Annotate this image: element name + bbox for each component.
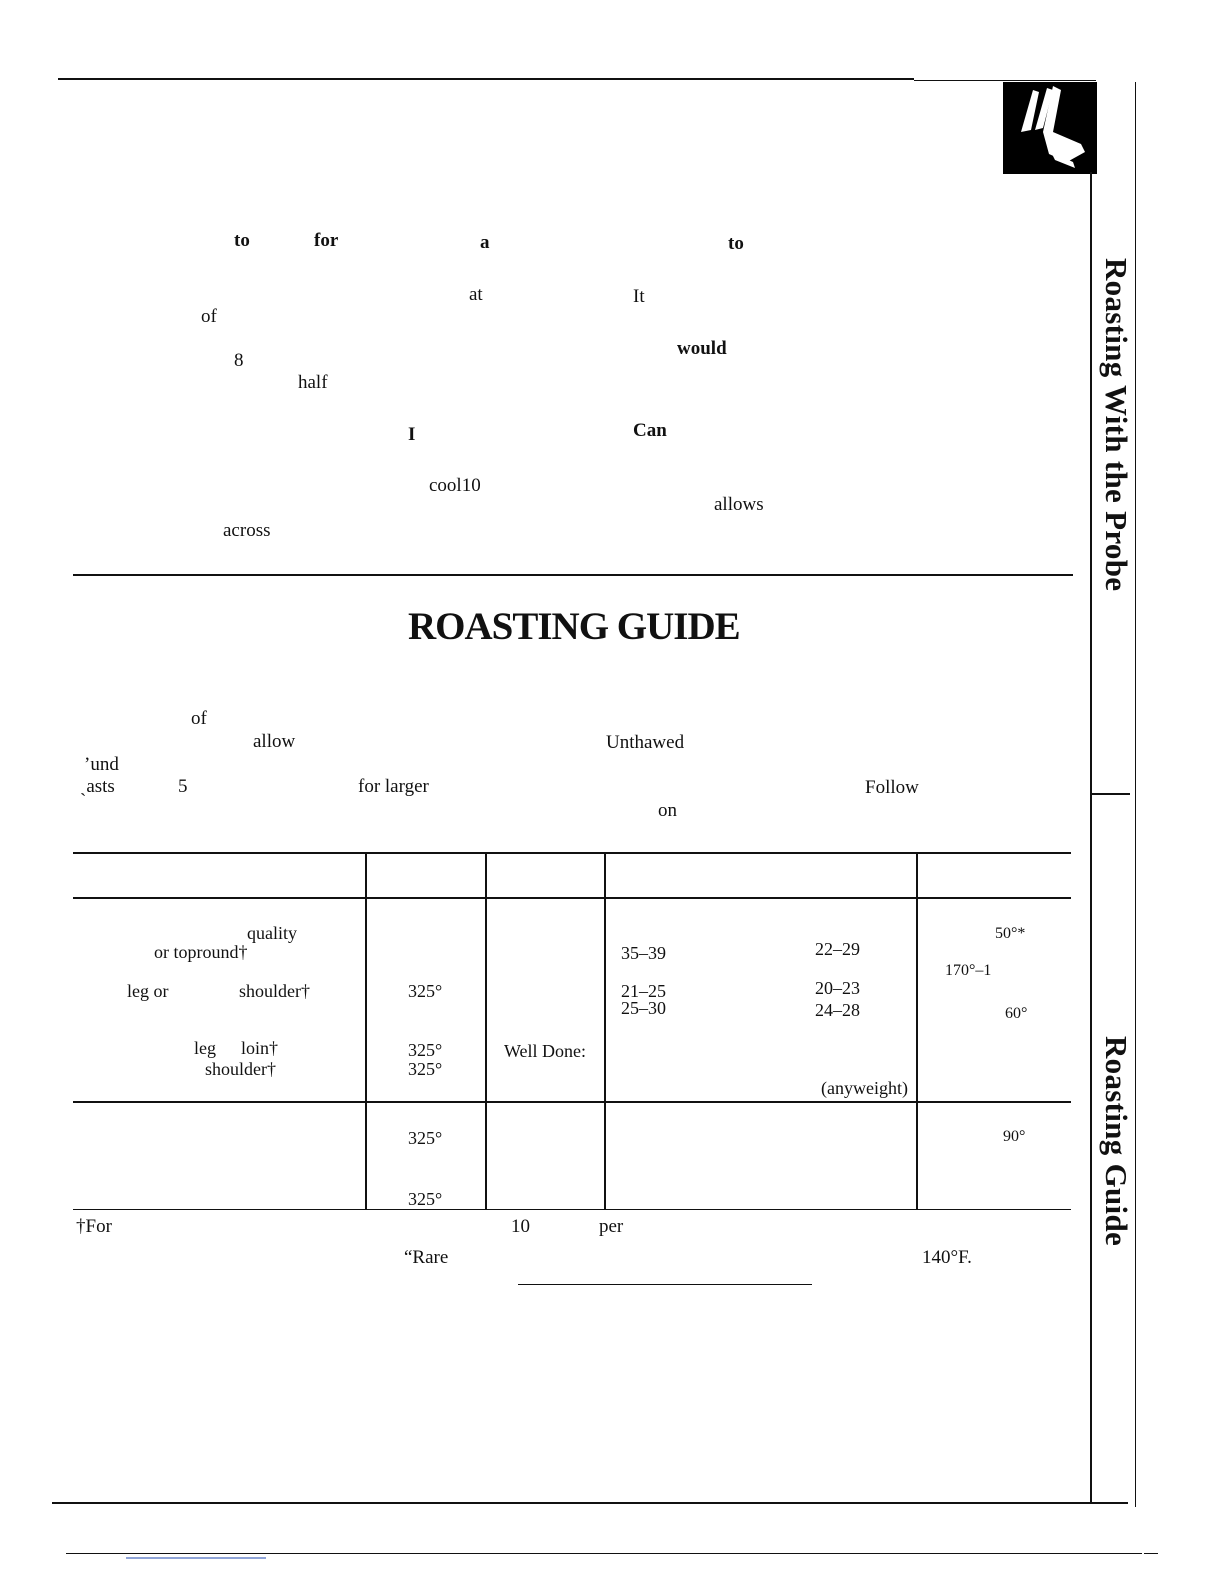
footnote-rule <box>518 1284 812 1285</box>
footer-rule <box>66 1553 1142 1554</box>
footnote-word: †For <box>76 1216 112 1237</box>
table-col-divider <box>916 852 918 1209</box>
table-cell: 325° <box>408 1189 443 1209</box>
table-top-rule <box>73 852 1071 854</box>
top-rule-right <box>914 80 1096 81</box>
table-cell: or topround† <box>154 942 248 962</box>
intro-word: for <box>314 230 339 251</box>
intro-word: at <box>469 284 483 305</box>
table-cell: 325° <box>408 1059 443 1079</box>
note-word: 5 <box>178 776 188 797</box>
table-cell: 25–30 <box>621 998 666 1018</box>
note-word: Follow <box>865 777 919 798</box>
note-word: ˏasts <box>80 776 115 797</box>
note-word: allow <box>253 731 296 752</box>
intro-word: to <box>728 233 744 254</box>
table-cell: 325° <box>408 981 443 1001</box>
bottom-rule <box>52 1502 1128 1504</box>
table-cell: 50°* <box>995 925 1026 942</box>
footer-tick <box>1144 1553 1158 1554</box>
intro-word: It <box>633 286 645 307</box>
table-cell: 20–23 <box>815 978 860 998</box>
table-cell: leg <box>194 1038 216 1058</box>
top-rule <box>58 78 914 80</box>
footnote-word: 10 <box>511 1216 530 1237</box>
table-bottom-rule <box>73 1209 1071 1210</box>
intro-word: 8 <box>234 350 244 371</box>
note-word: for larger <box>358 776 429 797</box>
table-cell: 21–25 <box>621 981 666 1001</box>
table-cell: Well Done: <box>504 1041 587 1061</box>
table-cell: 22–29 <box>815 939 860 959</box>
table-header-rule <box>73 897 1071 899</box>
note-word: of <box>191 708 207 729</box>
table-cell: 24–28 <box>815 1000 860 1020</box>
note-word: ’und <box>84 754 119 775</box>
table-cell: shoulder† <box>205 1059 276 1079</box>
table-cell: 35–39 <box>621 943 666 963</box>
hand-pointing-icon <box>1003 82 1097 174</box>
table-cell: 325° <box>408 1128 443 1148</box>
intro-word: half <box>298 372 328 393</box>
tab-divider <box>1090 172 1092 1502</box>
table-col-divider <box>604 852 606 1209</box>
intro-word: allows <box>714 494 764 515</box>
side-tab-probe[interactable]: Roasting With the Probe <box>1099 258 1134 592</box>
table-cell: loin† <box>241 1038 279 1058</box>
footnote-word: 140°F. <box>922 1247 972 1268</box>
footer-accent <box>126 1557 266 1559</box>
table-cell: 90° <box>1003 1128 1026 1145</box>
table-mid-rule <box>73 1101 1071 1103</box>
intro-word: cool10 <box>429 475 481 496</box>
intro-word: Can <box>633 420 667 441</box>
table-cell: (anyweight) <box>821 1078 908 1098</box>
note-word: Unthawed <box>606 732 685 753</box>
tab-outer-edge <box>1135 82 1136 1507</box>
table-cell: quality <box>247 923 297 943</box>
intro-word: to <box>234 230 250 251</box>
table-cell: shoulder† <box>239 981 310 1001</box>
tab-separator <box>1092 793 1130 795</box>
table-cell: 170°–1 <box>945 962 992 979</box>
table-col-divider <box>365 852 367 1209</box>
table-col-divider <box>485 852 487 1209</box>
page-title: ROASTING GUIDE <box>408 605 740 648</box>
table-cell: 60° <box>1005 1005 1028 1022</box>
intro-word: across <box>223 520 271 541</box>
note-word: on <box>658 800 677 821</box>
footnote-word: per <box>599 1216 624 1237</box>
intro-word: of <box>201 306 217 327</box>
footnote-word: “Rare <box>404 1247 449 1268</box>
side-tab-guide[interactable]: Roasting Guide <box>1099 1036 1134 1247</box>
table-cell: 325° <box>408 1040 443 1060</box>
table-cell: leg or <box>127 981 169 1001</box>
section-rule <box>73 574 1073 576</box>
intro-word: I <box>408 424 416 445</box>
intro-word: a <box>480 232 490 253</box>
intro-word: would <box>677 338 727 359</box>
